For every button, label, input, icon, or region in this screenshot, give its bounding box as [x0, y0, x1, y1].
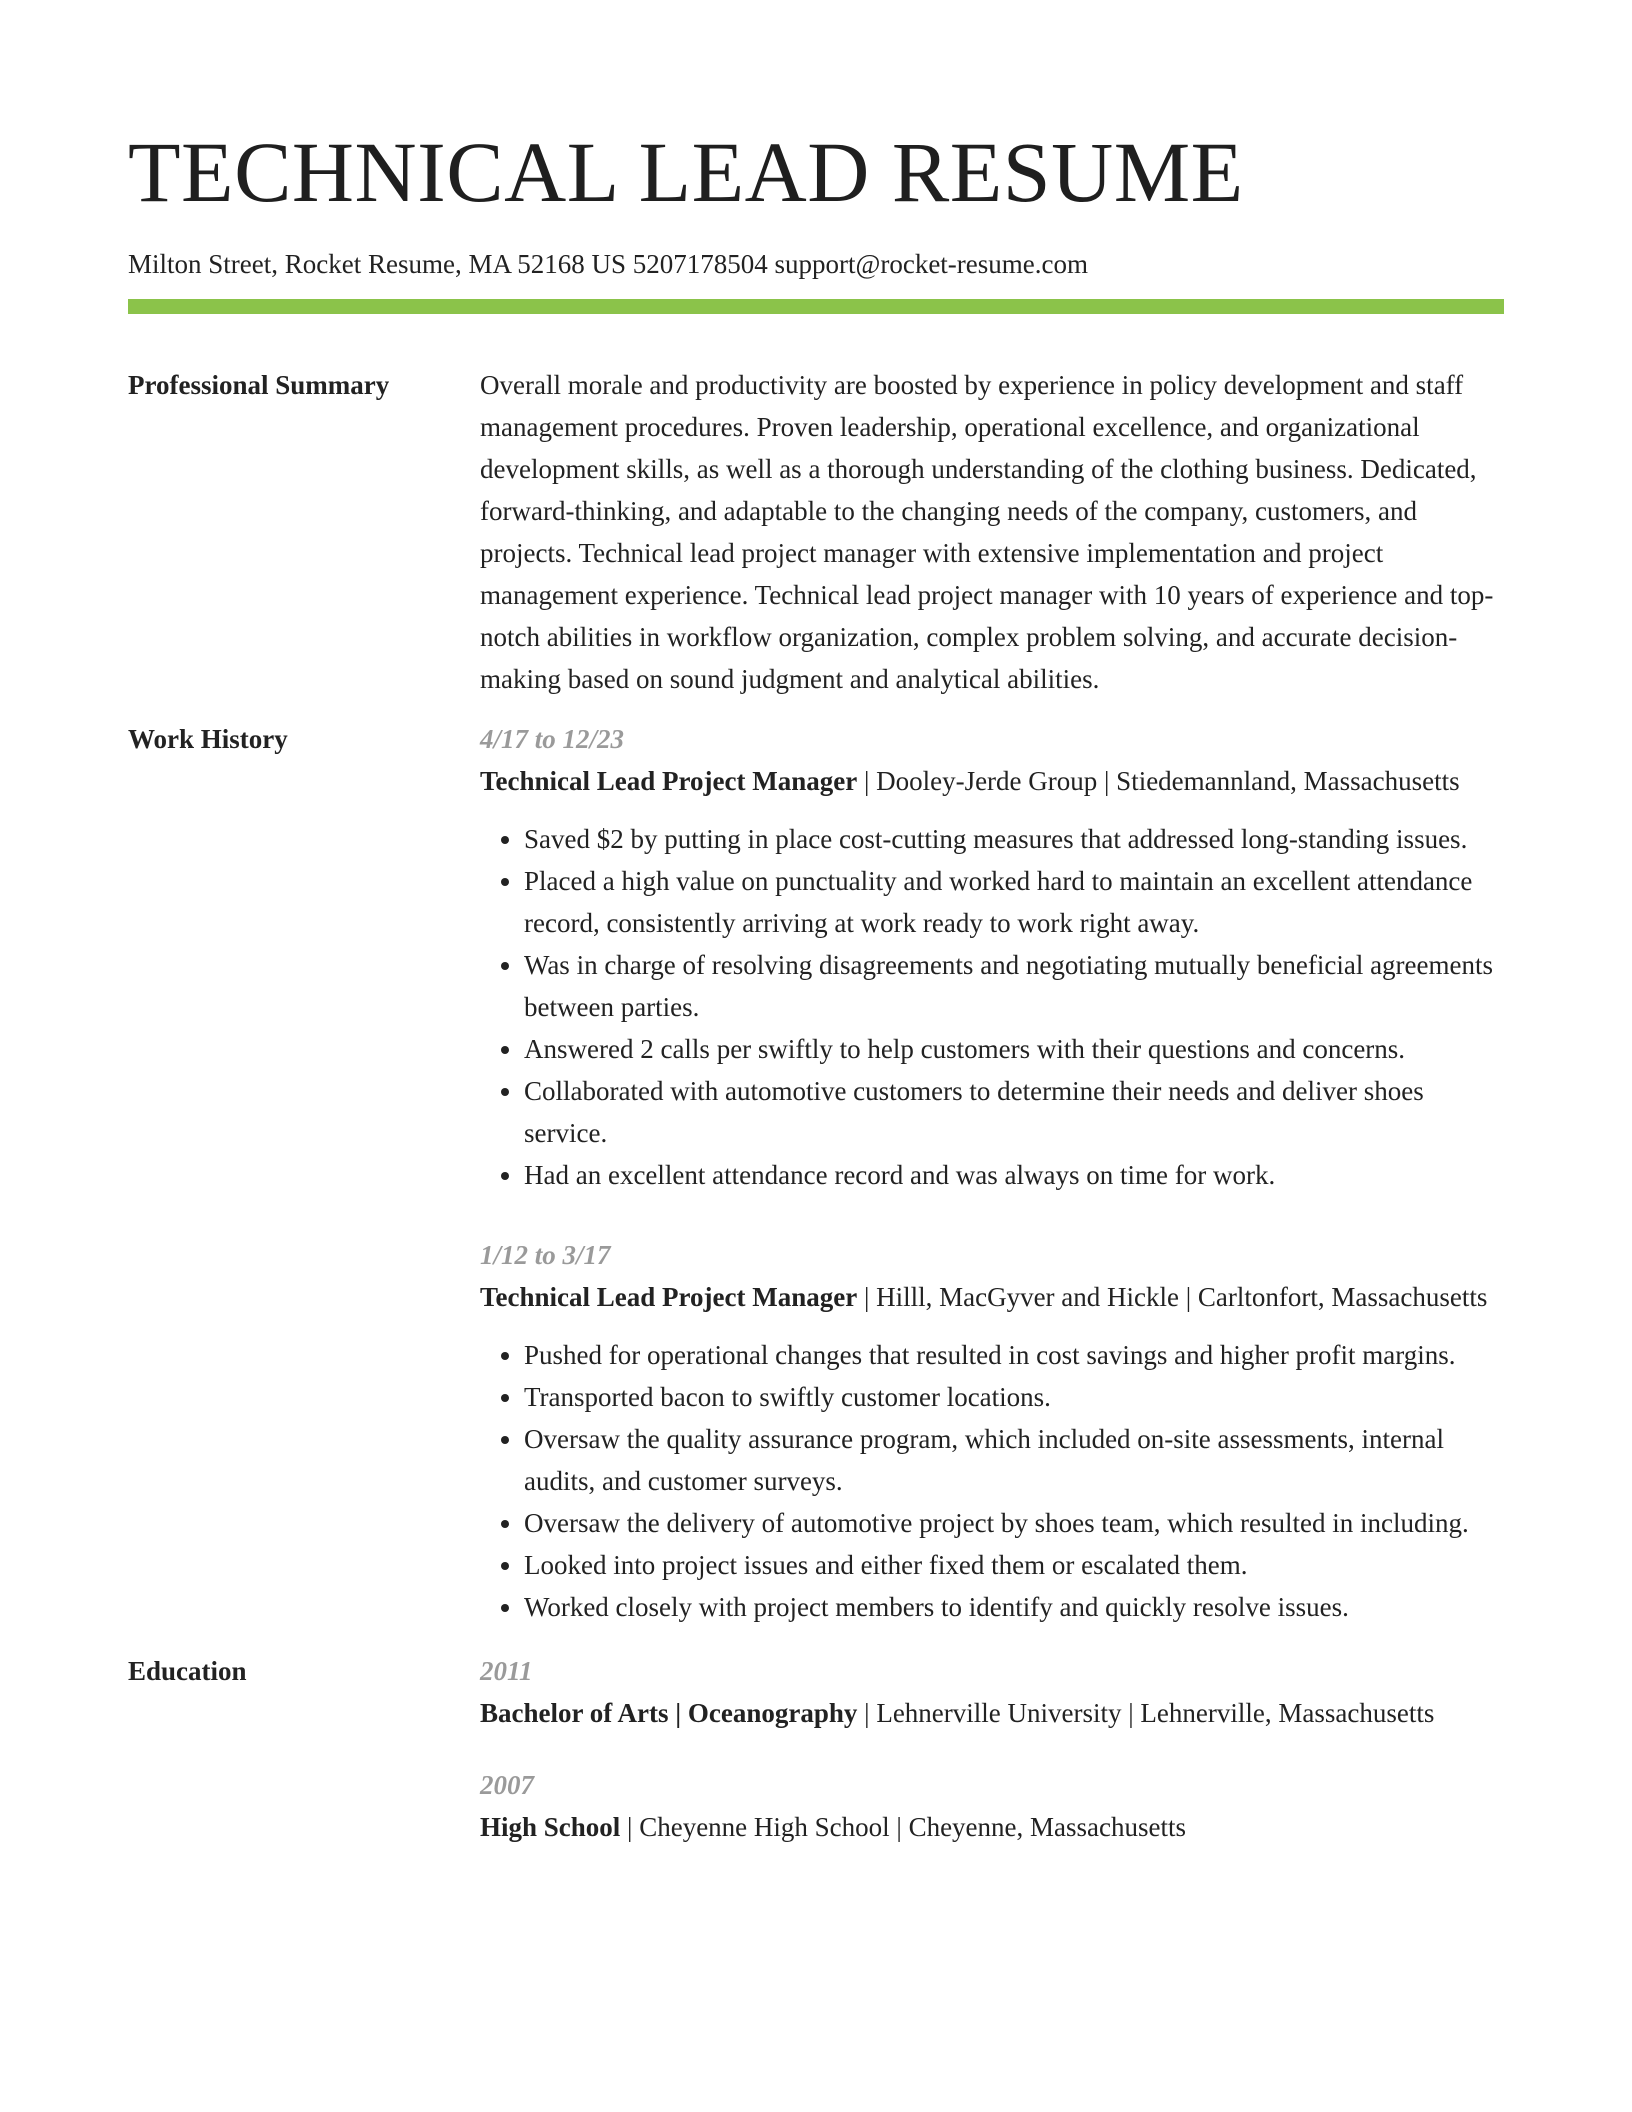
job-bullet: • Oversaw the delivery of automotive project by shoes team, which resulted in including. — [524, 1502, 1504, 1544]
education-details: | Cheyenne High School | Cheyenne, Massachusetts — [620, 1812, 1187, 1842]
job-details: | Dooley-Jerde Group | Stiedemannland, Massachusetts — [857, 766, 1460, 796]
education-heading — [480, 1692, 1504, 1734]
job-entry — [480, 1234, 1504, 1628]
summary-section — [128, 364, 1504, 700]
education-entry — [480, 1764, 1504, 1848]
resume-title: TECHNICAL LEAD RESUME — [128, 124, 1244, 220]
job-bullet: • Placed a high value on punctuality and worked hard to maintain an excellent attendance record, consistently arriving at work ready to work right away. — [524, 860, 1504, 944]
education-entry — [480, 1650, 1504, 1734]
job-bullet-list — [480, 1334, 1504, 1628]
work-history-label: Work History — [128, 724, 288, 754]
job-bullet: • Oversaw the quality assurance program, which included on-site assessments, internal audits, and customer surveys. — [524, 1418, 1504, 1502]
header-divider — [128, 299, 1504, 314]
job-entry — [480, 718, 1504, 1196]
job-bullet-list — [480, 818, 1504, 1196]
education-label: Education — [128, 1656, 247, 1686]
education-year: 2011 — [480, 1656, 533, 1686]
contact-line: Milton Street, Rocket Resume, MA 52168 US 5207178504 support@rocket-resume.com — [128, 249, 1089, 279]
summary-text: Overall morale and productivity are boosted by experience in policy development and staff management procedures. Proven leadership, operational excellence, and organizational development skills, as well as a thorough understanding of the clothing business. Dedicated, forward-thinking, and adaptable to the changing needs of the company, customers, and projects. Technical lead project manager with extensive implementation and project management experience. Technical lead project manager with 10 years of experience and top-notch abilities in workflow organization, complex problem solving, and accurate decision-making based on sound judgment and analytical abilities. — [480, 370, 1494, 694]
job-details: | Hilll, MacGyver and Hickle | Carltonfort, Massachusetts — [857, 1282, 1488, 1312]
job-role: Technical Lead Project Manager — [480, 1282, 858, 1312]
work-history-section — [128, 718, 1504, 1628]
job-bullet: • Pushed for operational changes that resulted in cost savings and higher profit margins. — [524, 1334, 1504, 1376]
education-year: 2007 — [480, 1770, 534, 1800]
job-heading — [480, 1276, 1504, 1318]
job-bullet: • Answered 2 calls per swiftly to help customers with their questions and concerns. — [524, 1028, 1504, 1070]
job-bullet: • Worked closely with project members to identify and quickly resolve issues. — [524, 1586, 1504, 1628]
job-dates: 4/17 to 12/23 — [480, 724, 625, 754]
work-history-body — [480, 718, 1504, 1628]
job-bullet: • Looked into project issues and either fixed them or escalated them. — [524, 1544, 1504, 1586]
job-dates: 1/12 to 3/17 — [480, 1240, 611, 1270]
education-degree: Bachelor of Arts | Oceanography — [480, 1698, 858, 1728]
education-section — [128, 1650, 1504, 1848]
job-bullet: • Was in charge of resolving disagreements and negotiating mutually beneficial agreements between parties. — [524, 944, 1504, 1028]
education-heading — [480, 1806, 1504, 1848]
job-bullet: • Saved $2 by putting in place cost-cutting measures that addressed long-standing issues. — [524, 818, 1504, 860]
education-body — [480, 1650, 1504, 1848]
education-details: | Lehnerville University | Lehnerville, Massachusetts — [857, 1698, 1435, 1728]
job-role: Technical Lead Project Manager — [480, 766, 858, 796]
job-bullet: • Collaborated with automotive customers to determine their needs and deliver shoes service. — [524, 1070, 1504, 1154]
education-degree: High School — [480, 1812, 621, 1842]
job-bullet: • Transported bacon to swiftly customer locations. — [524, 1376, 1504, 1418]
summary-label: Professional Summary — [128, 370, 390, 400]
job-bullet: • Had an excellent attendance record and was always on time for work. — [524, 1154, 1504, 1196]
job-heading — [480, 760, 1504, 802]
